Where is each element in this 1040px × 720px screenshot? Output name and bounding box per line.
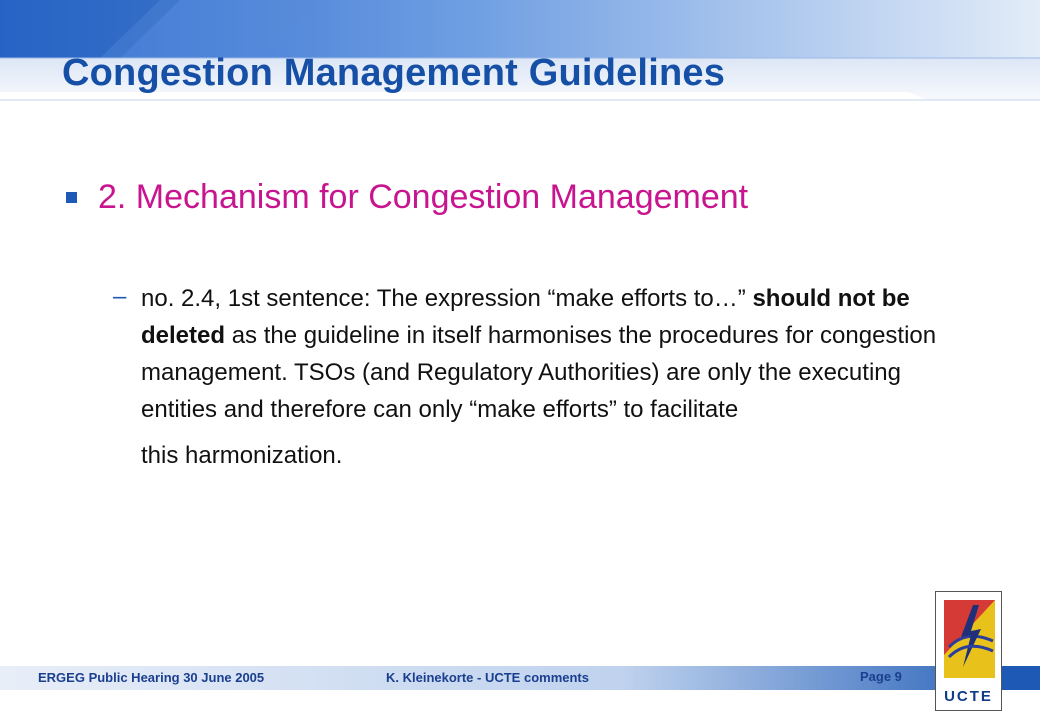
sub-bullet-paragraph: [141, 280, 971, 474]
header-band: [0, 0, 1040, 130]
footer-event: ERGEG Public Hearing 30 June 2005: [38, 670, 265, 685]
paragraph-rest: as the guideline in itself harmonises the procedures for congestion management. TSOs (and Regulatory Authorities) are only the executing entities and therefore can only “make efforts” to facilitate: [141, 322, 937, 423]
main-bullet-text: 2. Mechanism for Congestion Management: [98, 178, 749, 216]
page-number: Page 9: [860, 669, 902, 684]
paragraph-bold: should not be deleted: [141, 285, 910, 349]
ucte-logo: [935, 591, 1002, 711]
ucte-logo-mark: [937, 595, 1002, 685]
footer-author: K. Kleinekorte - UCTE comments: [386, 670, 589, 685]
ucte-logo-letters: UCTE: [944, 688, 993, 705]
footer: [0, 650, 1040, 720]
paragraph-lead: no. 2.4, 1st sentence: The expression “make efforts to…”: [141, 285, 753, 312]
slide-title: Congestion Management Guidelines: [62, 52, 726, 94]
dash-bullet-icon: –: [113, 283, 127, 310]
square-bullet-icon: [66, 192, 77, 203]
paragraph-last-line: this harmonization.: [141, 442, 343, 469]
